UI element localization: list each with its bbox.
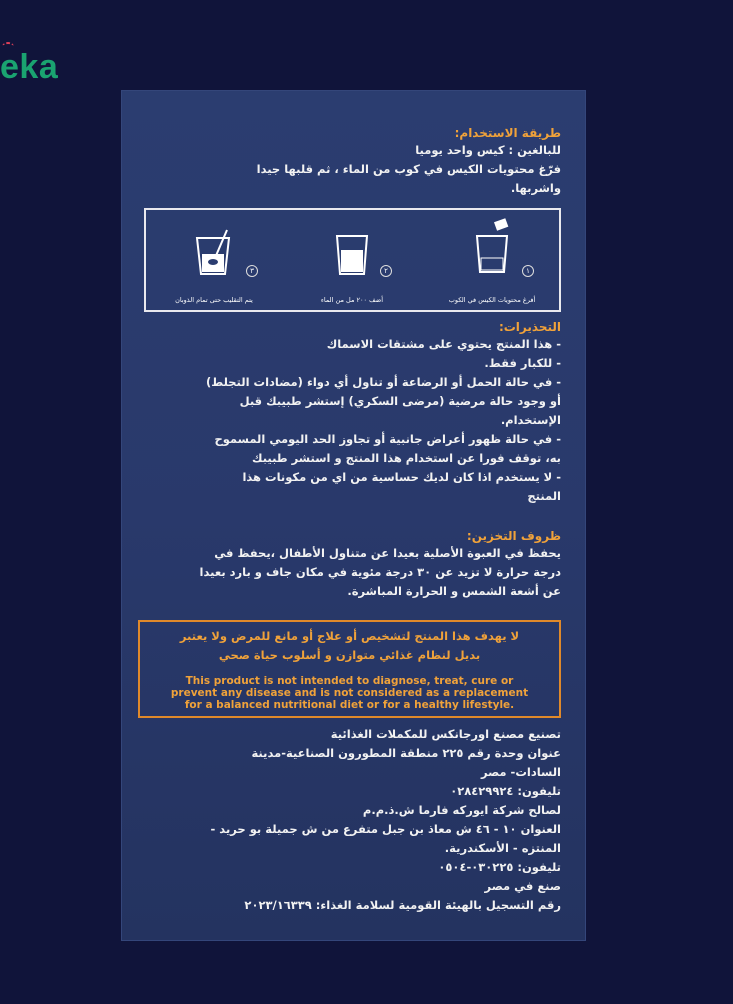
disclaimer-english-line: prevent any disease and is not considered as a replacement — [170, 687, 529, 699]
manufacturer-line: تصنيع مصنع اورجانكس للمكملات الغذائية — [330, 727, 561, 741]
disclaimer-arabic-line: لا يهدف هذا المنتج لتشخيص أو علاج أو مانع للمرض ولا يعتبر — [179, 629, 520, 643]
disclaimer-english-line: This product is not intended to diagnose, treat, cure or — [185, 675, 514, 687]
disclaimer-arabic-line: بديل لنظام غذائي متوازن و أسلوب حياة صحي — [218, 648, 481, 662]
storage-line: عن أشعة الشمس و الحرارة المباشرة. — [347, 584, 561, 598]
glass-spoon-icon — [189, 224, 239, 280]
manufacturer-line: صنع في مصر — [484, 879, 561, 893]
manufacturer-section — [140, 725, 561, 915]
manufacturer-line: المنتزه - الأسكندرية. — [444, 841, 561, 855]
warning-line: - لا يستخدم اذا كان لديك حساسية من اي من مكونات هذا — [242, 470, 561, 484]
usage-line: فرّغ محتويات الكيس في كوب من الماء ، ثم قلبها جيدا — [256, 162, 561, 176]
glass-water-icon — [327, 224, 377, 280]
warning-line: المنتج — [527, 489, 561, 503]
storage-section — [140, 528, 561, 601]
logo-dots-icon — [2, 42, 14, 52]
manufacturer-line: تليفون: ٠٣٠٢٢٥-٠٥٠٤ — [438, 860, 561, 874]
manufacturer-line: السادات- مصر — [480, 765, 561, 779]
warning-line: - هذا المنتج يحتوي على مشتقات الاسماك — [326, 337, 561, 351]
step-number: ٣ — [246, 265, 258, 277]
storage-line: درجة حرارة لا تزيد عن ٣٠ درجة مئوية في مكان جاف و بارد بعيدا — [199, 565, 561, 579]
warnings-section — [140, 319, 561, 506]
step-empty-sachet — [432, 220, 552, 306]
step-caption: يتم التقليب حتى تمام الذوبان — [175, 296, 253, 304]
warning-line: أو وجود حالة مرضية (مرضى السكري) إستشر طبيبك قبل — [239, 394, 561, 408]
product-box-back — [122, 91, 585, 940]
manufacturer-line: عنوان وحدة رقم ٢٢٥ منطقة المطورون الصناعية-مدينة — [251, 746, 561, 760]
manufacturer-line: العنوان ١٠ - ٤٦ ش معاذ بن جبل متفرع من ش جميلة بو حريد - — [210, 822, 561, 836]
logo-text: eka — [0, 48, 59, 86]
disclaimer-arabic — [140, 622, 559, 665]
warning-line: - في حالة الحمل أو الرضاعة أو تناول أي دواء (مضادات التجلط) — [206, 375, 561, 389]
storage-line: يحفظ في العبوة الأصلية بعيدا عن متناول الأطفال ،يحفظ في — [214, 546, 561, 560]
step-caption: أضف ٢٠٠ مل من الماء — [320, 296, 384, 304]
manufacturer-line: رقم التسجيل بالهيئة القومية لسلامة الغذاء: ٢٠٢٣/١٦٣٣٩ — [244, 898, 561, 912]
step-number: ٢ — [380, 265, 392, 277]
usage-line: واشربها. — [510, 181, 561, 195]
warning-line: الإستخدام. — [500, 413, 561, 427]
usage-steps-diagram — [144, 208, 561, 312]
usage-line: للبالغين : كيس واحد يوميا — [415, 143, 561, 157]
manufacturer-line: تليفون: ٠٢٨٤٢٩٩٢٤ — [450, 784, 561, 798]
warnings-title: التحذيرات: — [498, 320, 561, 334]
usage-section — [140, 125, 561, 198]
warning-line: - للكبار فقط. — [484, 356, 561, 370]
step-caption: أفرغ محتويات الكيس في الكوب — [448, 296, 536, 304]
disclaimer-english-line: for a balanced nutritional diet or for a healthy lifestyle. — [184, 699, 515, 711]
warning-line: به، توقف فورا عن استخدام هذا المنتج و استشر طبيبك — [252, 451, 561, 465]
disclaimer-box — [138, 620, 561, 718]
glass-sachet-icon — [467, 216, 517, 276]
step-stir — [154, 220, 274, 306]
storage-title: ظروف التخزين: — [466, 529, 561, 543]
disclaimer-english — [140, 675, 559, 711]
step-add-water — [292, 220, 412, 306]
manufacturer-line: لصالح شركة ايوركه فارما ش.ذ.م.م — [362, 803, 561, 817]
warning-line: - في حالة ظهور أعراض جانبية أو تجاوز الحد اليومي المسموح — [214, 432, 561, 446]
usage-title: طريقة الاستخدام: — [454, 126, 561, 140]
brand-logo — [0, 48, 58, 87]
step-number: ١ — [522, 265, 534, 277]
